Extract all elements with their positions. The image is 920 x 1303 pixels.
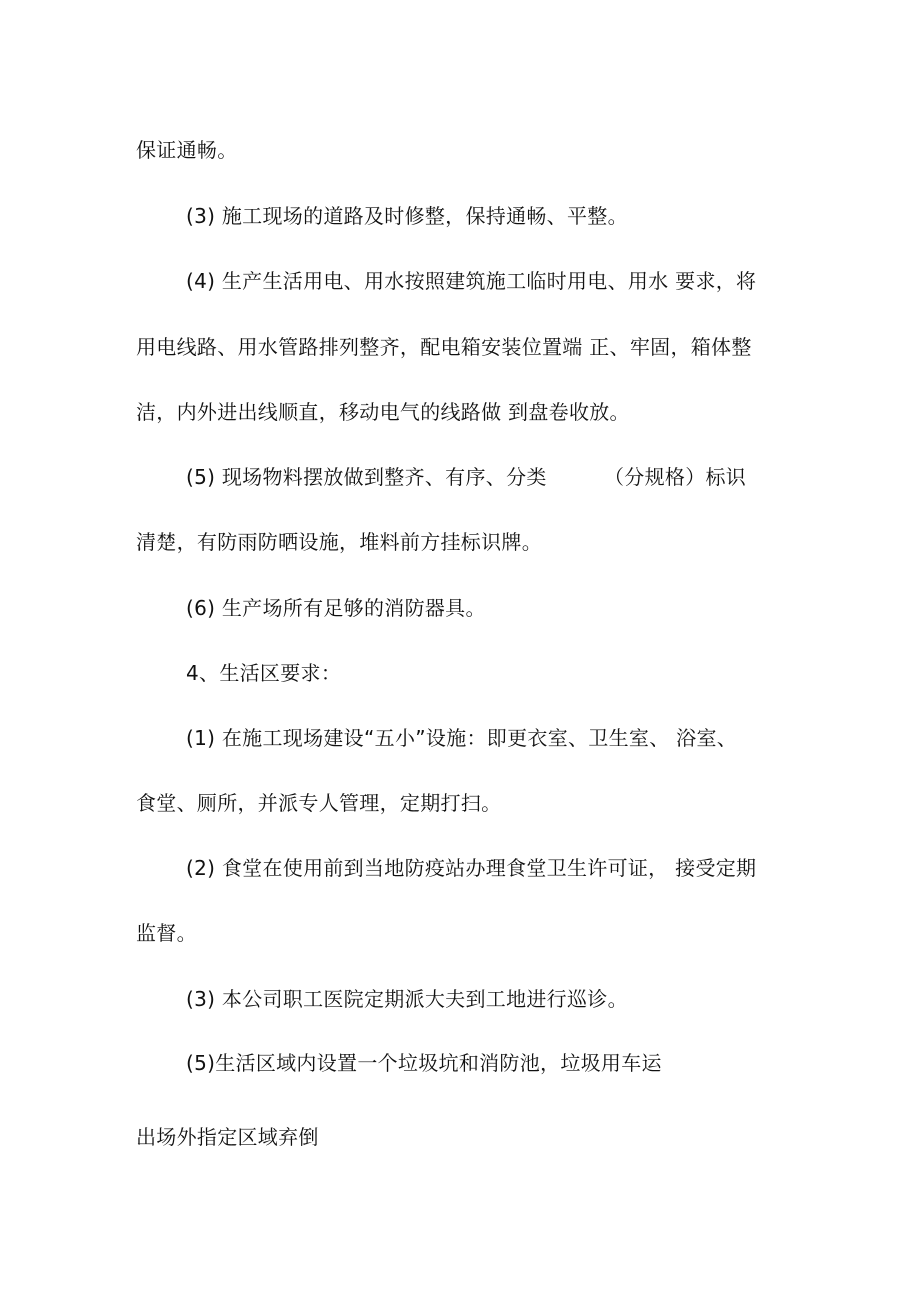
paragraph-line-segment: (5) 现场物料摆放做到整齐、有序、分类 (186, 465, 547, 489)
paragraph-line-segment: （分规格）标识 (604, 465, 747, 489)
paragraph-line: (2) 食堂在使用前到当地防疫站办理食堂卫生许可证， 接受定期 (186, 856, 757, 880)
paragraph-line: (5)生活区域内设置一个垃圾坑和消防池，垃圾用车运 (186, 1051, 662, 1075)
paragraph-line: 监督。 (136, 921, 197, 945)
paragraph-line: (1) 在施工现场建设“五小”设施：即更衣室、卫生室、 浴室、 (186, 726, 738, 750)
paragraph-line: 用电线路、用水管路排列整齐，配电箱安装位置端 正、牢固，箱体整 (136, 335, 752, 359)
paragraph-line: (6) 生产场所有足够的消防器具。 (186, 596, 486, 620)
paragraph-line: 清楚，有防雨防晒设施，堆料前方挂标识牌。 (136, 530, 542, 554)
section-heading: 4、生活区要求： (186, 661, 342, 685)
paragraph-line: 保证通畅。 (136, 138, 238, 162)
paragraph-line: 出场外指定区域弃倒 (136, 1125, 319, 1149)
paragraph-line: 食堂、厕所，并派专人管理，定期打扫。 (136, 791, 502, 815)
paragraph-line: (4) 生产生活用电、用水按照建筑施工临时用电、用水 要求，将 (186, 269, 757, 293)
paragraph-line: 洁，内外进出线顺直，移动电气的线路做 到盘卷收放。 (136, 400, 630, 424)
paragraph-line (186, 464, 786, 490)
paragraph-line: (3) 本公司职工医院定期派大夫到工地进行巡诊。 (186, 987, 628, 1011)
paragraph-line: (3) 施工现场的道路及时修整，保持通畅、平整。 (186, 204, 628, 228)
